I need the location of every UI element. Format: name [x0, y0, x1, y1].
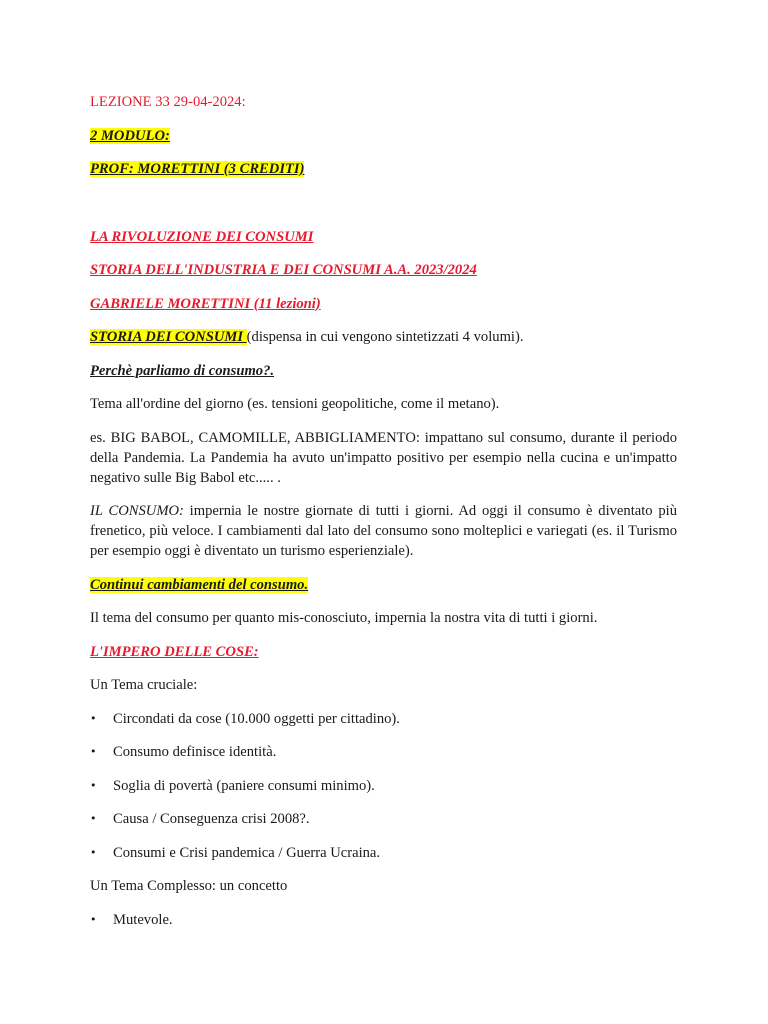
- module-heading: [90, 126, 677, 146]
- list-item: • Consumi e Crisi pandemica / Guerra Ucraina.: [90, 844, 381, 861]
- course-title: LA RIVOLUZIONE DEI CONSUMI: [90, 228, 314, 245]
- professor-label: PROF: MORETTINI (3 CREDITI): [90, 161, 305, 177]
- theme-paragraph: Il tema del consumo per quanto mis-conosciuto, impernia la nostra vita di tutti i giorni.: [90, 610, 598, 626]
- spacer: [90, 193, 677, 227]
- course-teacher: GABRIELE MORETTINI (11 lezioni): [90, 295, 321, 312]
- list-item: • Soglia di povertà (paniere consumi minimo).: [90, 777, 375, 794]
- why-heading: Perchè parliamo di consumo?.: [90, 362, 275, 379]
- consumo-label: IL CONSUMO:: [90, 503, 184, 519]
- course-subtitle: STORIA DELL'INDUSTRIA E DEI CONSUMI A.A. 2023/2024: [90, 262, 477, 278]
- storia-label: STORIA DEI CONSUMI: [90, 329, 247, 345]
- bullet-icon: •: [90, 745, 97, 758]
- storia-paragraph: [90, 327, 677, 347]
- complex-intro: Un Tema Complesso: un concetto: [90, 878, 288, 894]
- bullet-icon: •: [90, 812, 97, 825]
- impero-heading: L'IMPERO DELLE COSE:: [90, 643, 259, 660]
- list-item: • Causa / Conseguenza crisi 2008?.: [90, 811, 310, 827]
- crucial-intro: Un Tema cruciale:: [90, 677, 198, 693]
- consumo-paragraph: [90, 501, 677, 561]
- document-page: [90, 92, 677, 943]
- topic-paragraph: Tema all'ordine del giorno (es. tensioni geopolitiche, come il metano).: [90, 396, 500, 412]
- changes-heading: Continui cambiamenti del consumo.: [90, 576, 309, 593]
- crucial-list: [90, 709, 677, 863]
- consumo-text: impernia le nostre giornate di tutti i giorni. Ad oggi il consumo è diventato più frenetico, più veloce. I cambiamenti dal lato del consumo sono molteplici e variegati (es. il Turismo per esempio oggi è diventato un turismo esperienziale).: [90, 503, 678, 559]
- professor-heading: [90, 159, 677, 179]
- bullet-icon: •: [90, 845, 97, 859]
- example-paragraph: es. BIG BABOL, CAMOMILLE, ABBIGLIAMENTO: impattano sul consumo, durante il periodo della Pandemia. La Pandemia ha avuto un'impatto positivo per esempio nella cucina e un'impatto negativo sulle Big Babol etc..... .: [90, 429, 677, 486]
- complex-list: [90, 910, 677, 930]
- list-item: • Consumo definisce identità.: [90, 744, 277, 760]
- module-label: 2 MODULO:: [90, 127, 170, 144]
- storia-text: (dispensa in cui vengono sintetizzati 4 volumi).: [246, 329, 524, 345]
- bullet-icon: •: [90, 711, 97, 725]
- list-item: • Circondati da cose (10.000 oggetti per cittadino).: [90, 710, 400, 727]
- lesson-heading: LEZIONE 33 29-04-2024:: [90, 94, 246, 110]
- bullet-icon: •: [90, 912, 97, 926]
- list-item: • Mutevole.: [90, 911, 173, 928]
- bullet-icon: •: [90, 778, 97, 792]
